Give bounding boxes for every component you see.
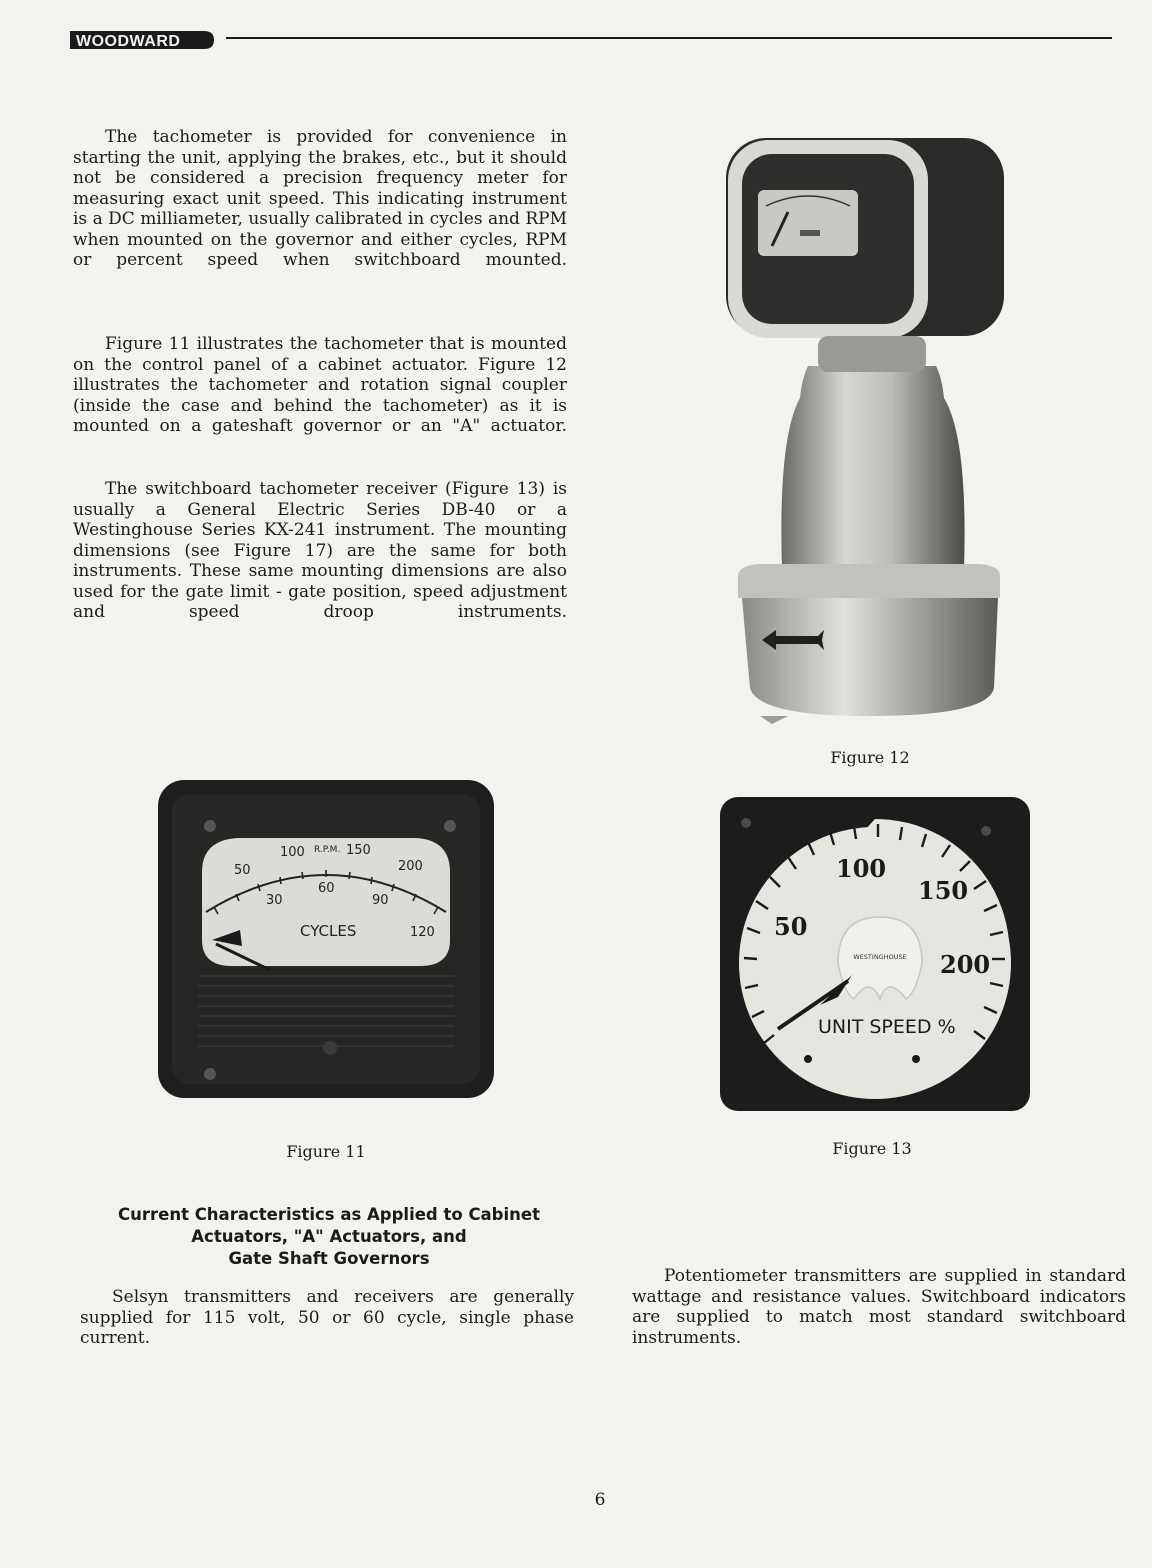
speed-scale-50: 50 <box>774 912 808 941</box>
paragraph-potentiometer: Potentiometer transmitters are supplied in standard wattage and resistance values. Switchboard indicators are supplied to match most standard switchboard instruments. <box>632 1266 1126 1348</box>
speed-scale-200: 200 <box>940 950 991 979</box>
rpm-scale-150: 150 <box>346 843 371 858</box>
rpm-scale-100: 100 <box>280 845 305 860</box>
paragraph-tachometer-intro: The tachometer is provided for convenience in starting the unit, applying the brakes, etc., but it should not be considered a precision frequency meter for measuring exact unit speed. This indicating instrument is a DC milliameter, usually calibrated in cycles and RPM when mounted on the governor and either cycles, RPM or percent speed when switchboard mounted. <box>73 127 567 270</box>
figure-11-image <box>158 780 494 1098</box>
paragraph-switchboard-receiver: The switchboard tachometer receiver (Figure 13) is usually a General Electric Series DB-40 or a Westinghouse Series KX-241 instrument. The mounting dimensions (see Figure 17) are the same for both instruments. These same mounting dimensions are also used for the gate limit - gate position, speed adjustment and speed droop instruments. <box>73 479 567 622</box>
figure-11-caption: Figure 11 <box>286 1142 366 1161</box>
dial-label-unit-speed: UNIT SPEED % <box>818 1016 956 1038</box>
dial-label-cycles: CYCLES <box>300 922 357 940</box>
speed-scale-150: 150 <box>918 876 969 905</box>
section-heading-line-3: Gate Shaft Governors <box>228 1249 430 1268</box>
woodward-logo <box>70 28 214 52</box>
cycles-scale-90: 90 <box>372 893 389 908</box>
rpm-scale-50: 50 <box>234 863 251 878</box>
cycles-scale-120: 120 <box>410 925 435 940</box>
header-rule <box>226 37 1112 39</box>
cycles-scale-30: 30 <box>266 893 283 908</box>
logo-text: WOODWARD <box>76 33 181 50</box>
figure-12-caption: Figure 12 <box>830 748 910 767</box>
cycles-scale-60: 60 <box>318 881 335 896</box>
figure-13-image <box>720 797 1030 1111</box>
figure-13-caption: Figure 13 <box>832 1139 912 1158</box>
section-heading <box>105 1204 553 1270</box>
paragraph-selsyn: Selsyn transmitters and receivers are generally supplied for 115 volt, 50 or 60 cycle, single phase current. <box>80 1287 574 1348</box>
page-number: 6 <box>594 1490 606 1510</box>
section-heading-line-2: Actuators, "A" Actuators, and <box>191 1227 467 1246</box>
section-heading-line-1: Current Characteristics as Applied to Cabinet <box>118 1205 540 1224</box>
paragraph-figure-11-12: Figure 11 illustrates the tachometer that is mounted on the control panel of a cabinet actuator. Figure 12 illustrates the tachometer and rotation signal coupler (inside the case and behind the tachometer) as it is mounted on a gateshaft governor or an "A" actuator. <box>73 334 567 436</box>
brand-label: WESTINGHOUSE <box>853 953 907 961</box>
rpm-scale-200: 200 <box>398 859 423 874</box>
speed-scale-100: 100 <box>836 854 887 883</box>
figure-12-image <box>718 128 1008 726</box>
rpm-unit-label: R.P.M. <box>314 845 341 855</box>
